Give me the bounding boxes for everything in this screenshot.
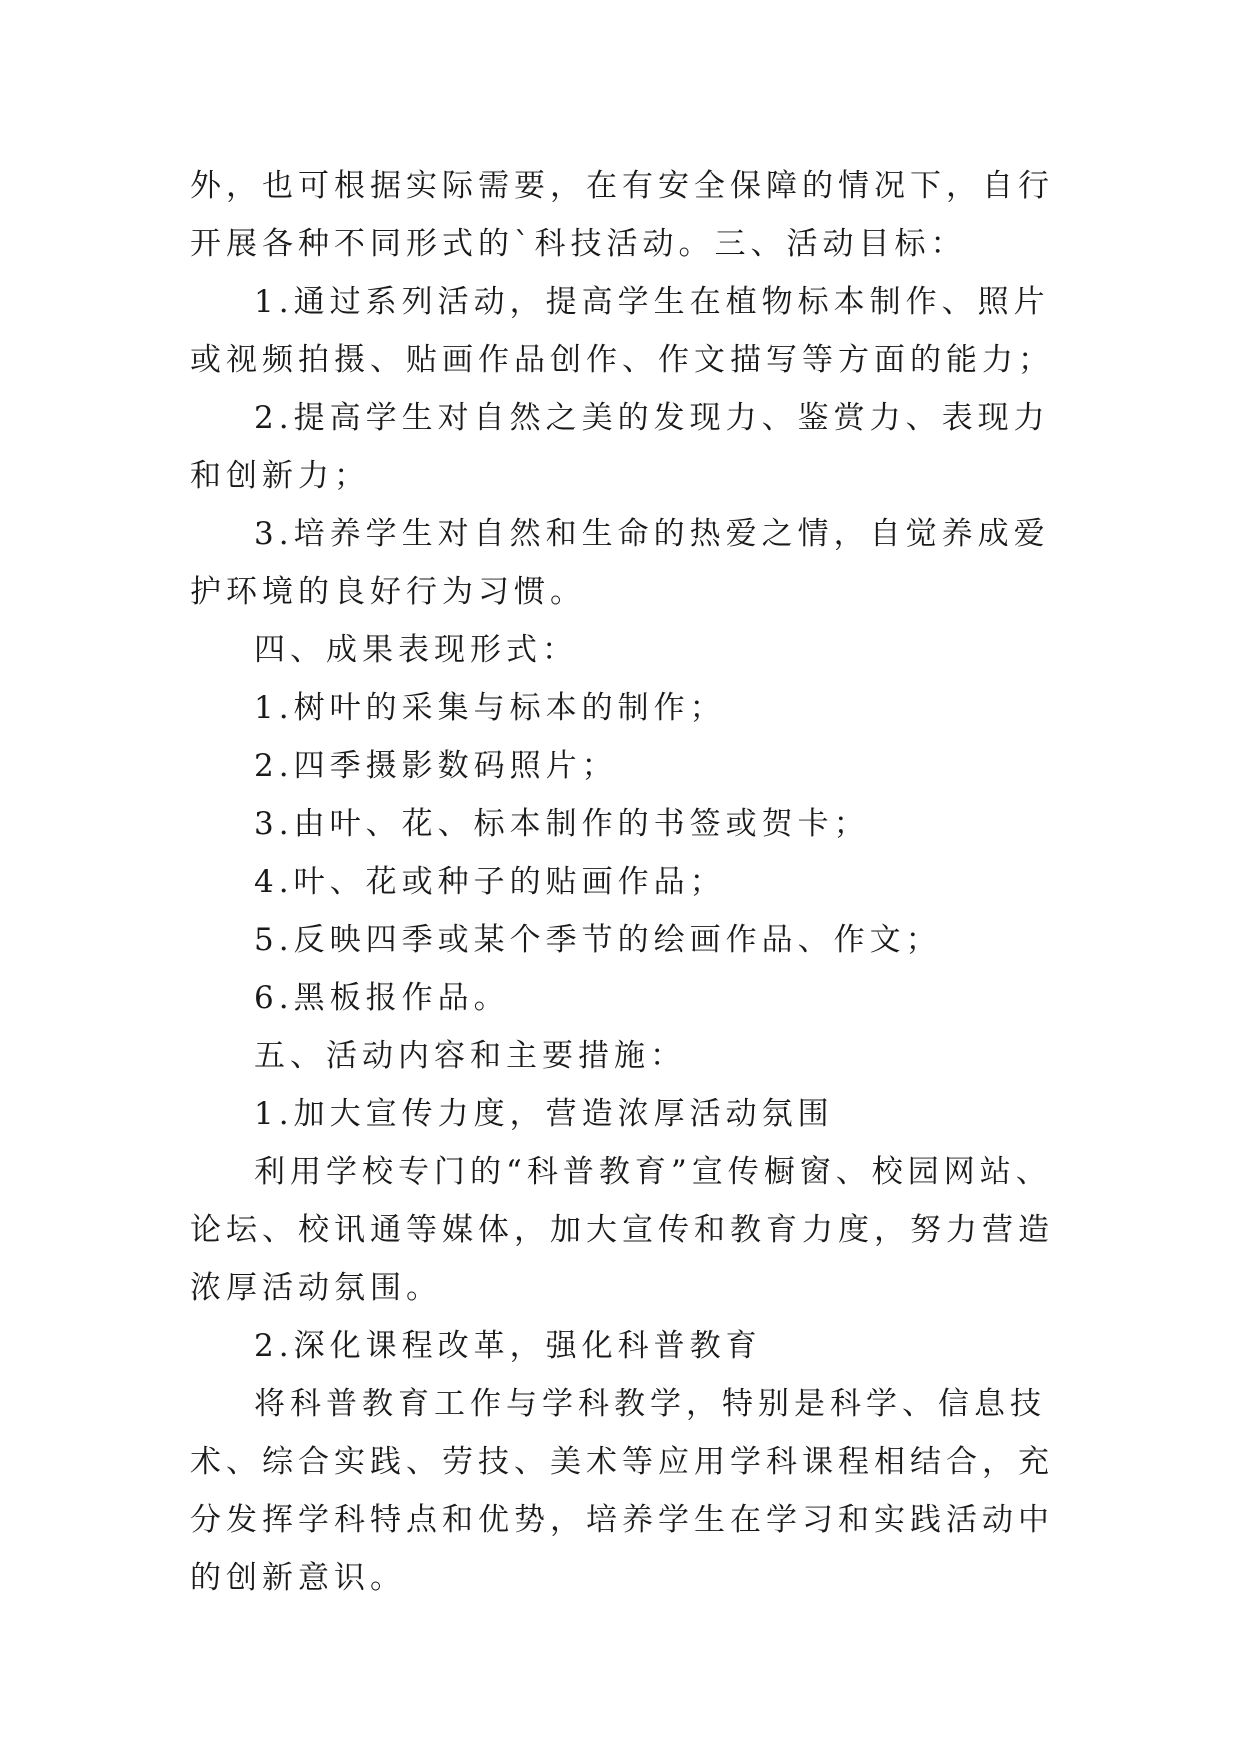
paragraph-continuation: 外，也可根据实际需要，在有安全保障的情况下，自行开展各种不同形式的`科技活动。三、活动目标：: [190, 168, 1054, 262]
goal-item-2: 2.提高学生对自然之美的发现力、鉴赏力、表现力和创新力；: [190, 400, 1050, 494]
result-item-4: 4.叶、花或种子的贴画作品；: [254, 864, 726, 900]
section-heading-measures: 五、活动内容和主要措施：: [254, 1038, 686, 1074]
result-item-2: 2.四季摄影数码照片；: [254, 748, 618, 784]
result-item-3: 3.由叶、花、标本制作的书签或贺卡；: [254, 806, 870, 842]
result-item-6: 6.黑板报作品。: [254, 980, 510, 1016]
measure-heading-1: 1.加大宣传力度，营造浓厚活动氛围: [254, 1096, 834, 1132]
document-body: [190, 157, 1070, 1607]
goal-item-1: 1.通过系列活动，提高学生在植物标本制作、照片或视频拍摄、贴画作品创作、作文描写等方面的能力；: [190, 284, 1054, 378]
section-heading-results: 四、成果表现形式：: [254, 632, 578, 668]
result-item-1: 1.树叶的采集与标本的制作；: [254, 690, 726, 726]
goal-item-3: 3.培养学生对自然和生命的热爱之情，自觉养成爱护环境的良好行为习惯。: [190, 516, 1050, 610]
measure-body-2: 将科普教育工作与学科教学，特别是科学、信息技术、综合实践、劳技、美术等应用学科课程相结合，充分发挥学科特点和优势，培养学生在学习和实践活动中的创新意识。: [190, 1386, 1054, 1596]
result-item-5: 5.反映四季或某个季节的绘画作品、作文；: [254, 922, 942, 958]
measure-body-1: 利用学校专门的“科普教育”宣传橱窗、校园网站、论坛、校讯通等媒体，加大宣传和教育力度，努力营造浓厚活动氛围。: [190, 1154, 1054, 1306]
measure-heading-2: 2.深化课程改革，强化科普教育: [254, 1328, 762, 1364]
